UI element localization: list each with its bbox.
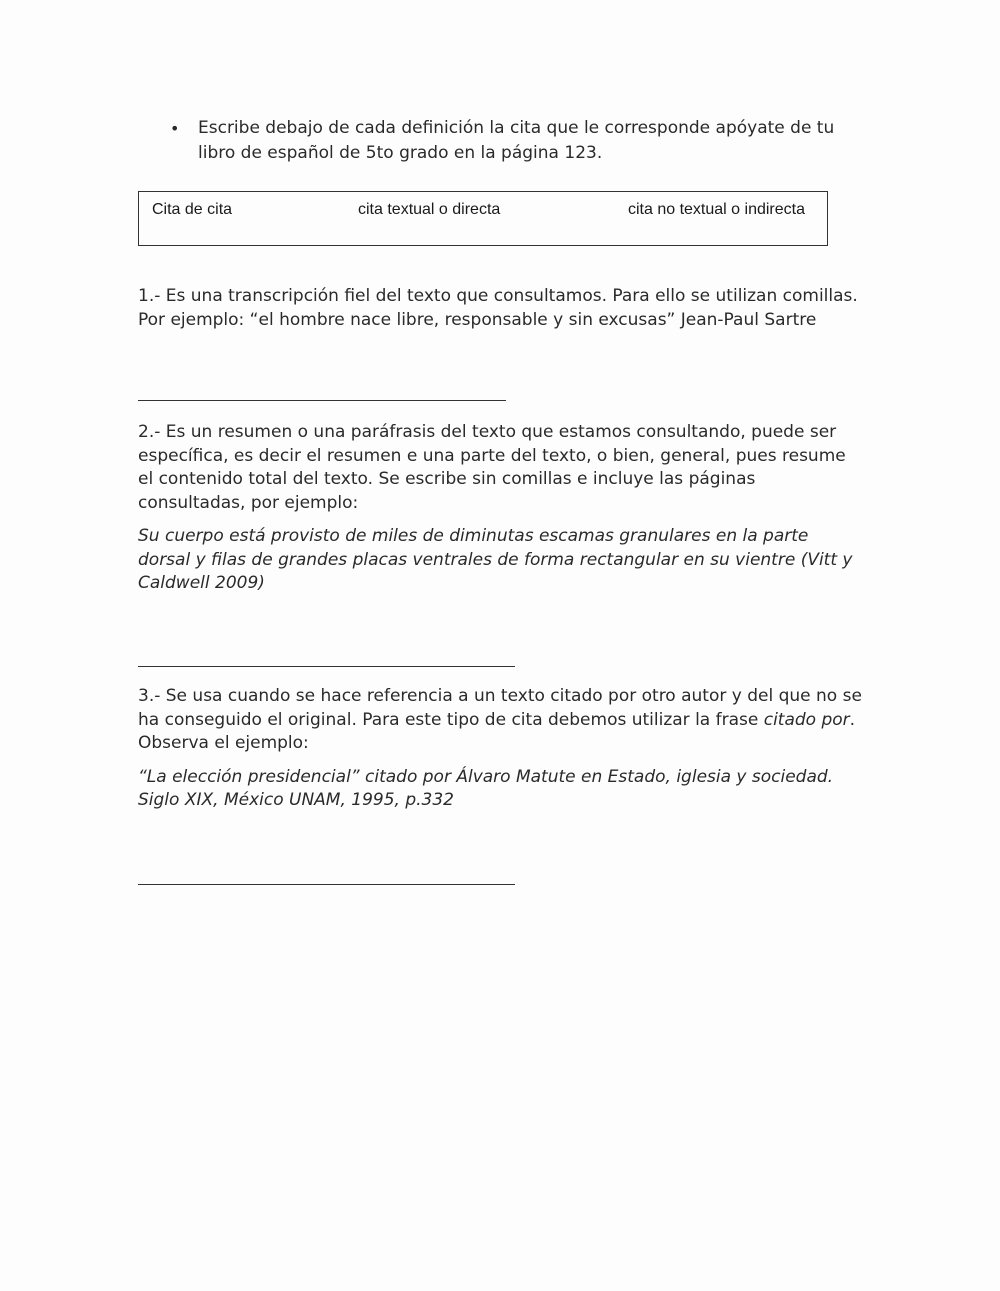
word-bank-box [138, 191, 828, 246]
answer-line-1[interactable] [138, 400, 506, 401]
question-number: 1.- [138, 286, 161, 306]
word-bank-option[interactable]: Cita de cita [152, 201, 233, 218]
answer-line-3[interactable] [138, 884, 515, 885]
question-2-definition: 2.- Es un resumen o una paráfrasis del texto que estamos consultando, puede ser específica, es decir el resumen e una parte del texto, o bien, general, pues resume el contenido total del texto. Se escribe sin comillas e incluye las páginas consultadas, por ejemplo: [138, 422, 846, 513]
instruction [170, 116, 860, 166]
question-number: 3.- [138, 686, 161, 706]
question-1-definition: 1.- Es una transcripción fiel del texto que consultamos. Para ello se utilizan comillas. Por ejemplo: “el hombre nace libre, responsable y sin excusas” Jean-Paul Sartre [138, 286, 858, 330]
question-2 [138, 421, 863, 596]
question-number: 2.- [138, 422, 161, 442]
word-bank-option[interactable]: cita no textual o indirecta [628, 201, 805, 218]
answer-line-2[interactable] [138, 666, 515, 667]
question-3 [138, 685, 863, 813]
citado-por-phrase: citado por [763, 709, 850, 730]
word-bank-option[interactable]: cita textual o directa [358, 201, 501, 218]
bullet-icon: • [170, 119, 180, 138]
question-1 [138, 285, 863, 332]
instruction-text: Escribe debajo de cada definición la cita que le corresponde apóyate de tu libro de español de 5to grado en la página 123. [198, 118, 835, 163]
question-2-example: Su cuerpo está provisto de miles de diminutas escamas granulares en la parte dorsal y filas de grandes placas ventrales de forma rectangular en su vientre (Vitt y Caldwell 2009) [138, 526, 853, 593]
question-3-definition: 3.- Se usa cuando se hace referencia a un texto citado por otro autor y del que no se ha conseguido el original. Para este tipo de cita debemos utilizar la frase citado por. Observa el ejemplo: [138, 686, 862, 753]
question-3-example: “La elección presidencial” citado por Álvaro Matute en Estado, iglesia y sociedad. Siglo XIX, México UNAM, 1995, p.332 [138, 766, 834, 810]
